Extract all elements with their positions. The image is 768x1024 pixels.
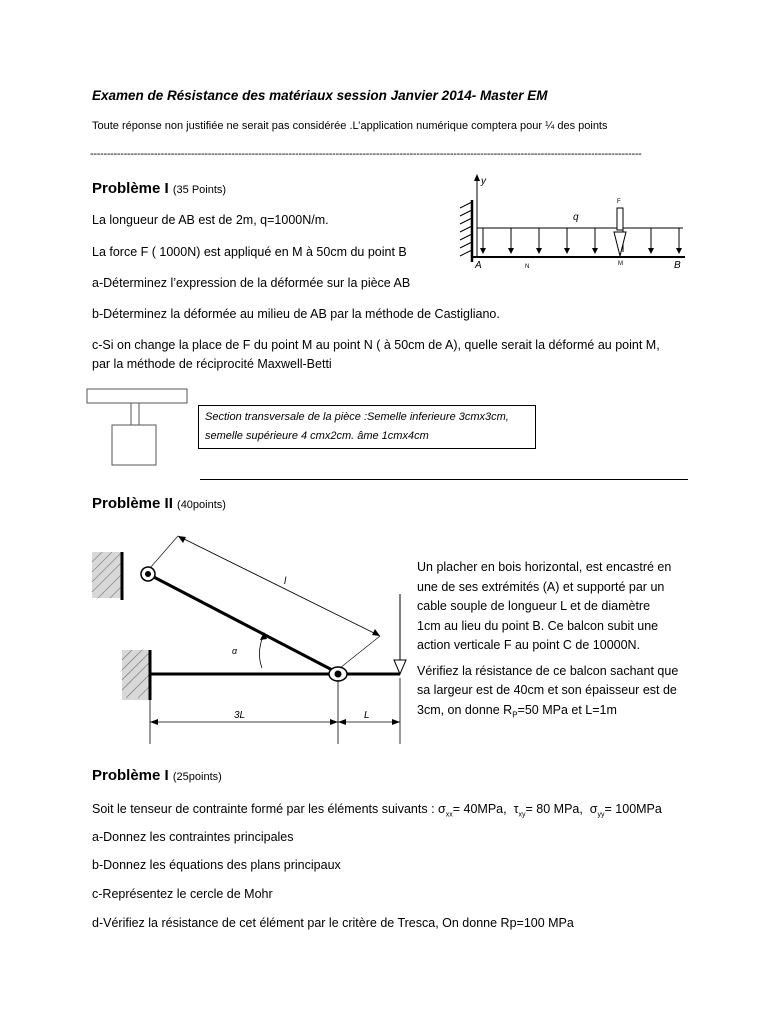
span-l-label: L [364,710,370,721]
problem2-line8: 3cm, on donne $R_P=50$ MPa et L=1m [417,702,617,719]
problem3-question-d: d-Vérifiez la résistance de cet élément par le critère de Tresca, On donne Rp=100 MPa [92,916,574,930]
force-f-arrow [617,208,623,230]
lower-wall [122,650,150,700]
exam-title: Examen de Résistance des matériaux session Janvier 2014- Master EM [92,88,548,103]
problem3-question-b: b-Donnez les équations des plans principaux [92,858,341,872]
problem2-line6: Vérifiez la résistance de ce balcon sachant que [417,663,679,678]
cable-length-label: l [284,576,287,587]
angle-alpha-label: α [232,646,238,656]
problem1-question-b: b-Déterminez la déformée au milieu de AB par la méthode de Castigliano. [92,307,500,321]
point-b-label: B [674,260,681,271]
force-f-label: F [617,199,621,205]
problem1-question-a: a-Déterminez l’expression de la déformée sur la pièce AB [92,276,411,290]
problem2-points: (40points) [177,499,226,511]
span-3l-label: 3L [234,710,246,721]
problem2-title: Problème II [92,495,173,512]
balcony-diagram [88,528,408,748]
problem2-line2: une de ses extrémités (A) et supporté par un [417,579,665,594]
problem3-question-a: a-Donnez les contraintes principales [92,830,294,844]
instructions-note: Toute réponse non justifiée ne serait pas considérée .L’application numérique comptera pour ¼ des points [92,120,608,132]
dashed-separator: -------------------------------------------------------------------------------------------------------------------------------------------------------------------- [90,148,642,160]
problem2-heading [92,495,226,512]
cable-length-dimension [178,536,380,636]
problem2-line1: Un placher en bois horizontal, est encastré en [417,560,672,574]
section-description-box [198,405,536,449]
problem2-line4: 1cm au lieu du point B. Ce balcon subit une [417,618,659,633]
problem3-points: (25points) [172,771,222,783]
problem2-line3: cable souple de longueur L et de diamètre [417,599,651,613]
problem2-statement [417,558,697,725]
section-line1: Section transversale de la pièce :Semelle inferieure 3cmx3cm, [205,411,509,423]
problem3-heading [92,767,222,784]
problem1-heading [92,180,226,197]
problem1-points: (35 Points) [172,184,227,196]
load-q-label: q [573,212,579,223]
point-a-label: A [475,260,482,271]
point-m-label: M [618,261,623,267]
top-flange [87,389,187,403]
problem1-question-c-line1: c-Si on change la place de F du point M au point N ( à 50cm de A), quelle serait la déformé au point M, [92,338,660,352]
web [131,403,139,425]
problem1-line2: La force F ( 1000N) est appliqué en M à 50cm du point B [92,245,407,259]
point-n-label: N [525,264,530,270]
section-separator [200,479,688,480]
problem1-title: Problème I [92,180,169,197]
problem1-line1: La longueur de AB est de 2m, q=1000N/m. [92,213,329,227]
cable [148,574,338,673]
cross-section-diagram [86,388,190,468]
beam-diagram [455,172,695,272]
problem3-question-c: c-Représentez le cercle de Mohr [92,887,273,901]
problem3-title: Problème I [92,767,169,784]
section-line2: semelle supérieure 4 cmx2cm. âme 1cmx4cm [205,430,429,442]
y-axis-label: y [481,176,486,187]
problem3-intro: Soit le tenseur de contrainte formé par les éléments suivants : $\sigma_{xx}= 40MPa$, $\tau_{xy}= 80$ MPa, $\sigma_{yy}= 100MPa$ [92,802,662,819]
problem1-question-c-line2: par la méthode de réciprocité Maxwell-Betti [92,357,332,371]
problem2-line5: action verticale F au point C de 10000N. [417,638,641,652]
bottom-flange [112,425,156,465]
problem2-line7: sa largeur est de 40cm et son épaisseur est de [417,683,677,697]
upper-wall [92,552,122,598]
